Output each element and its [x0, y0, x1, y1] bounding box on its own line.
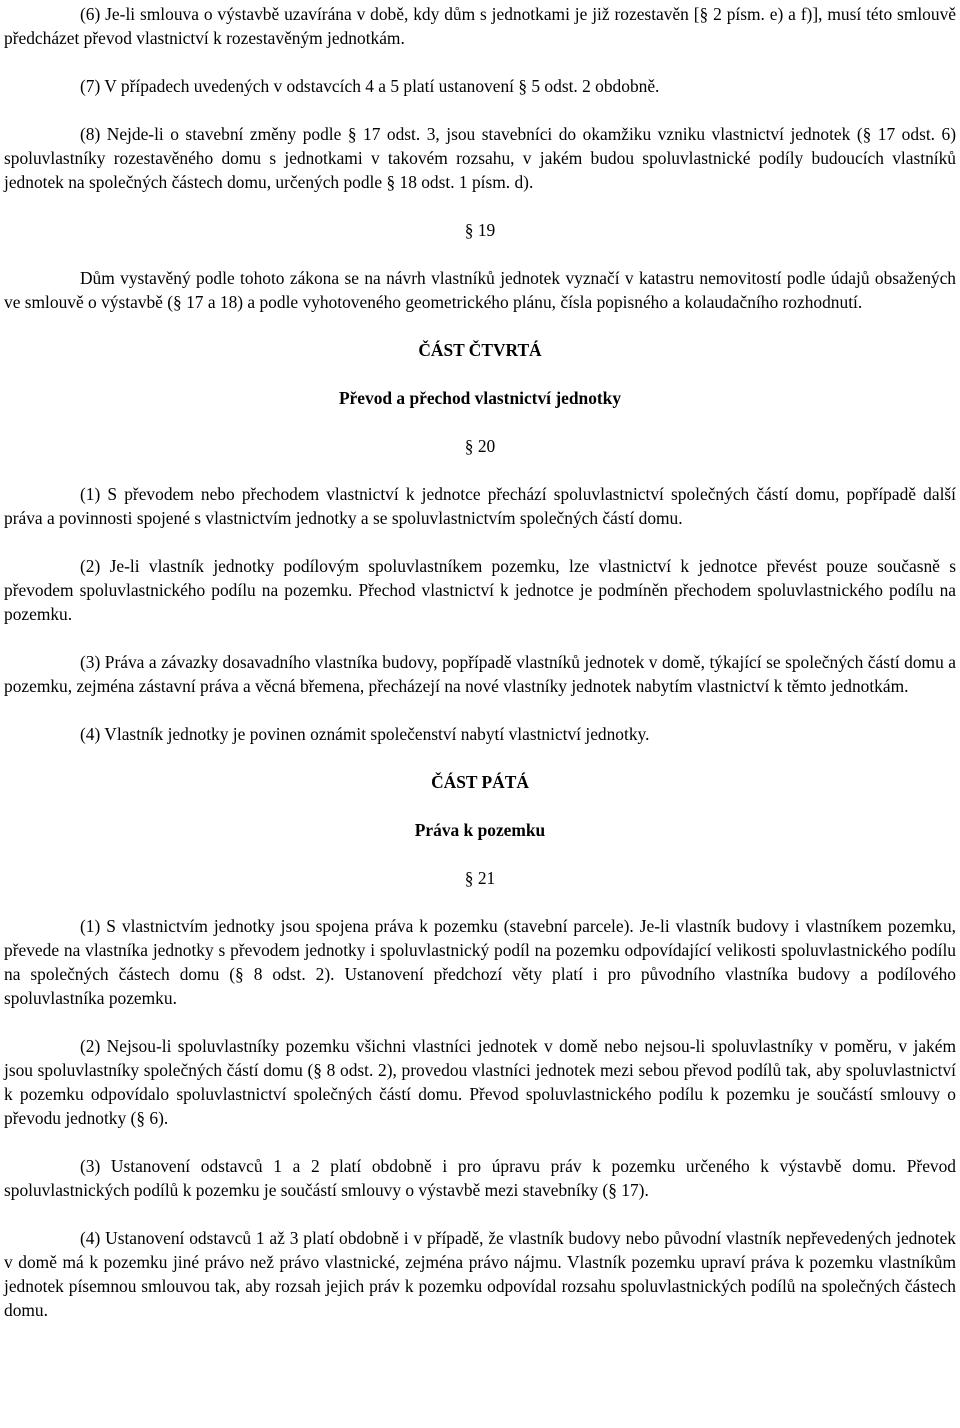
- part-five-title: Práva k pozemku: [414, 820, 546, 840]
- section-20-paragraph-1: (1) S převodem nebo přechodem vlastnictví k jednotce přechází spoluvlastnictví společných částí domu, popřípadě další práva a povinnosti spojené s vlastnictvím jednotky a se spoluvlastnictvím společných částí domu.: [4, 484, 956, 528]
- section-21-paragraph-1: (1) S vlastnictvím jednotky jsou spojena práva k pozemku (stavební parcele). Je-li vlastník budovy i vlastníkem pozemku, převede na vlastníka jednotky s převodem jednotky i spoluvlastnický podíl na pozemku odpovídající velikosti spoluvlastnického podílu na společných částech domu (§ 8 odst. 2). Ustanovení předchozí věty platí i pro původního vlastníka budovy a podílového spoluvlastníka pozemku.: [4, 916, 956, 1008]
- section-19-heading: § 19: [464, 220, 496, 240]
- paragraph-8: (8) Nejde-li o stavební změny podle § 17 odst. 3, jsou stavebníci do okamžiku vzniku vlastnictví jednotek (§ 17 odst. 6) spoluvlastníky rozestavěného domu s jednotkami v takovém rozsahu, v jakém budou spoluvlastnické podíly budoucích vlastníků jednotek na společných částech domu, určených podle § 18 odst. 1 písm. d).: [4, 124, 956, 192]
- part-four-title: Převod a přechod vlastnictví jednotky: [338, 388, 622, 408]
- section-21-paragraph-3: (3) Ustanovení odstavců 1 a 2 platí obdobně i pro úpravu práv k pozemku určeného k výstavbě domu. Převod spoluvlastnických podílů k pozemku je součástí smlouvy o výstavbě mezi stavebníky (§ 17).: [4, 1156, 956, 1200]
- section-20-paragraph-3: (3) Práva a závazky dosavadního vlastníka budovy, popřípadě vlastníků jednotek v domě, týkající se společných částí domu a pozemku, zejména zástavní práva a věcná břemena, přecházejí na nové vlastníky jednotek nabytím vlastnictví k těmto jednotkám.: [4, 652, 956, 696]
- section-20-paragraph-2: (2) Je-li vlastník jednotky podílovým spoluvlastníkem pozemku, lze vlastnictví k jednotce převést pouze současně s převodem spoluvlastnického podílu na pozemku. Přechod vlastnictví k jednotce je podmíněn přechodem spoluvlastnického podílu na pozemku.: [4, 556, 956, 624]
- paragraph-7: (7) V případech uvedených v odstavcích 4 a 5 platí ustanovení § 5 odst. 2 obdobně.: [80, 76, 660, 96]
- part-four-heading: ČÁST ČTVRTÁ: [418, 340, 542, 360]
- section-20-paragraph-4: (4) Vlastník jednotky je povinen oznámit společenství nabytí vlastnictví jednotky.: [80, 724, 650, 744]
- section-21-paragraph-2: (2) Nejsou-li spoluvlastníky pozemku všichni vlastníci jednotek v domě nebo nejsou-li spoluvlastníky v poměru, v jakém jsou spoluvlastníky společných částí domu (§ 8 odst. 2), provedou vlastníci jednotek mezi sebou převod podílů tak, aby spoluvlastnictví k pozemku odpovídalo spoluvlastnictví společných částí domu. Převod spoluvlastnického podílu k pozemku je součástí smlouvy o převodu jednotky (§ 6).: [4, 1036, 956, 1128]
- section-21-heading: § 21: [464, 868, 496, 888]
- section-19-text: Dům vystavěný podle tohoto zákona se na návrh vlastníků jednotek vyznačí v katastru nemovitostí podle údajů obsažených ve smlouvě o výstavbě (§ 17 a 18) a podle vyhotoveného geometrického plánu, čísla popisného a kolaudačního rozhodnutí.: [4, 268, 956, 312]
- part-five-heading: ČÁST PÁTÁ: [431, 772, 529, 792]
- paragraph-6: (6) Je-li smlouva o výstavbě uzavírána v době, kdy dům s jednotkami je již rozestavěn [§ 2 písm. e) a f)], musí této smlouvě předcházet převod vlastnictví k rozestavěným jednotkám.: [4, 4, 956, 48]
- section-21-paragraph-4: (4) Ustanovení odstavců 1 až 3 platí obdobně i v případě, že vlastník budovy nebo původní vlastník nepřevedených jednotek v domě má k pozemku jiné právo než právo vlastnické, zejména právo nájmu. Vlastník pozemku upraví práva k pozemku vlastníkům jednotek písemnou smlouvou tak, aby rozsah jejich práv k pozemku odpovídal rozsahu spoluvlastnických podílů na společných částech domu.: [4, 1228, 956, 1320]
- section-20-heading: § 20: [464, 436, 496, 456]
